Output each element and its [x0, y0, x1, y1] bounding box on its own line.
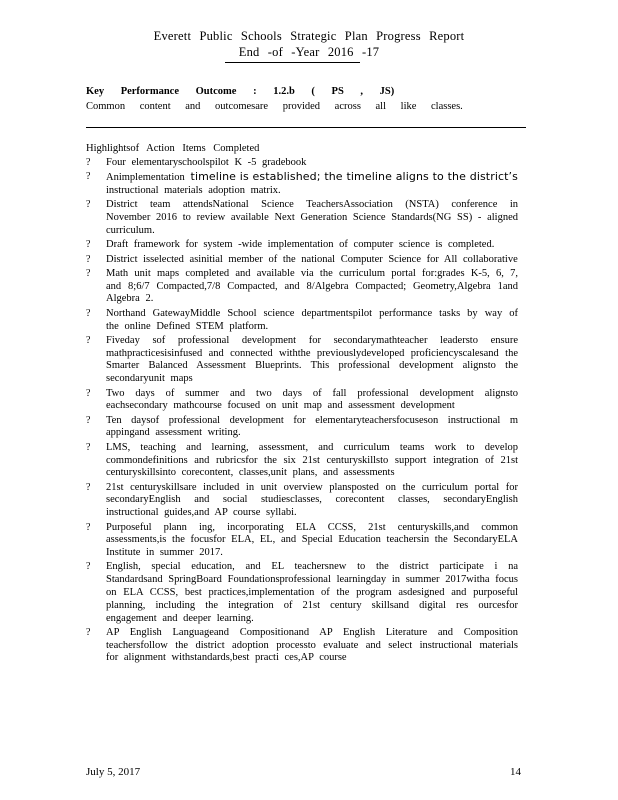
bullet-icon: ? [86, 157, 91, 168]
bullet-icon: ? [86, 626, 91, 638]
list-item-text: District team attendsNational Science TeachersAssociation (NSTA) conference in November 2016 to review available Next Generation Science Standards(NG SS) - aligned curriculum. [106, 199, 518, 236]
bullet-icon: ? [86, 171, 91, 183]
list-item [86, 482, 518, 520]
list-item-text: Two days of summer and two days of fall professional development alignsto eachsecondary mathcourse focused on unit map and assessment development [106, 387, 518, 412]
list-item-text: Fiveday sof professional development for secondarymathteacher leadersto ensure mathpracticesisinfused and connected withthe previouslydeveloped proficiencyscalesand the Smarter Balanced Assessment Blueprints. This professional development alignsto the secondaryunit maps [106, 334, 518, 385]
title-underline [225, 62, 360, 63]
list-item [86, 442, 518, 480]
kpi-description: Common content and outcomesare provided across all like classes. [86, 101, 463, 112]
footer-date: July 5, 2017 [86, 766, 141, 778]
list-item-text: Draft framework for system -wide implementation of computer science is completed. [106, 239, 495, 251]
bullet-icon: ? [86, 199, 91, 211]
report-subtitle: End -of -Year 2016 -17 [238, 45, 380, 59]
list-item [86, 335, 518, 386]
bullet-icon: ? [86, 239, 91, 251]
list-item [86, 171, 518, 198]
highlights-list [86, 157, 518, 667]
list-item [86, 415, 518, 441]
list-item-text: 21st centuryskillsare included in unit overview plansposted on the curriculum portal for secondaryEnglish and social studiesclasses, corecontent classes, secondaryEnglish instructional guides,and AP course syllabi. [106, 481, 518, 519]
list-item [86, 627, 518, 665]
list-item-text: Northand GatewayMiddle School science departmentspilot performance tasks by way of the online Defined STEM platform. [106, 307, 518, 332]
list-item [86, 239, 518, 252]
list-item-emphasis: timeline is established; the timeline aligns to the district’s [190, 170, 518, 184]
list-item [86, 157, 518, 170]
kpi-label: Key Performance Outcome : 1.2.b ( PS , JS) [86, 86, 395, 97]
list-item-text: Purposeful plann ing, incorporating ELA CCSS, 21st centuryskills,and common assessments,is the focusfor ELA, EL, and Special Education teachersin the SecondaryELA Institute in summer 2017. [106, 521, 518, 559]
bullet-icon: ? [86, 387, 91, 399]
list-item [86, 388, 518, 414]
list-item-text: Animplementation [106, 172, 191, 184]
list-item [86, 522, 518, 560]
list-item [86, 561, 518, 625]
list-item-text: Four elementaryschoolspilot K -5 gradebook [106, 157, 307, 168]
bullet-icon: ? [86, 307, 91, 319]
bullet-icon: ? [86, 441, 91, 453]
list-item-text: Ten daysof professional development for elementaryteachersfocuseson instructional m appingand assessment writing. [106, 414, 518, 439]
list-item [86, 268, 518, 306]
list-item-text: English, special education, and EL teachersnew to the district participate i na Standardsand SpringBoard Foundationsprofessional learningday in summer 2017witha focus on ELA CCSS, best practices,implementation of the program asdesigned and purposeful planning, including the integration of 21st century skillsand digital res ourcesfor engagement and deeper learning. [106, 561, 518, 624]
list-item [86, 199, 518, 237]
bullet-icon: ? [86, 521, 91, 533]
report-title: Everett Public Schools Strategic Plan Progress Report [153, 29, 465, 43]
list-item-text: Math unit maps completed and available via the curriculum portal for:grades K-5, 6, 7, and 8;6/7 Compacted,7/8 Compacted, and 8/Algebra Compacted; Geometry,Algebra 1and Algebra 2. [106, 267, 518, 305]
list-item [86, 308, 518, 334]
page-number: 14 [510, 766, 521, 778]
bullet-icon: ? [86, 267, 91, 279]
bullet-icon: ? [86, 481, 91, 493]
highlights-heading: Highlightsof Action Items Completed [86, 143, 260, 154]
bullet-icon: ? [86, 414, 91, 426]
bullet-icon: ? [86, 334, 91, 346]
bullet-icon: ? [86, 561, 91, 573]
section-divider [86, 127, 526, 128]
list-item-text: LMS, teaching and learning, assessment, and curriculum teams work to develop commondefinitions and rubricsfor the six 21st centuryskillsto support integration of 21st centuryskillsinto corecontent, classes,unit plans, and assessments [106, 441, 518, 479]
list-item-text: instructional materials adoption matrix. [106, 185, 281, 197]
list-item [86, 254, 518, 267]
bullet-icon: ? [86, 253, 91, 265]
list-item-text: District isselected asinitial member of the national Computer Science for All collaborative [106, 253, 518, 265]
list-item-text: AP English Languageand Compositionand AP English Literature and Composition teachersfollow the district adoption processto evaluate and select instructional materials for alignment withstandards,best practi ces,AP course [106, 626, 518, 664]
